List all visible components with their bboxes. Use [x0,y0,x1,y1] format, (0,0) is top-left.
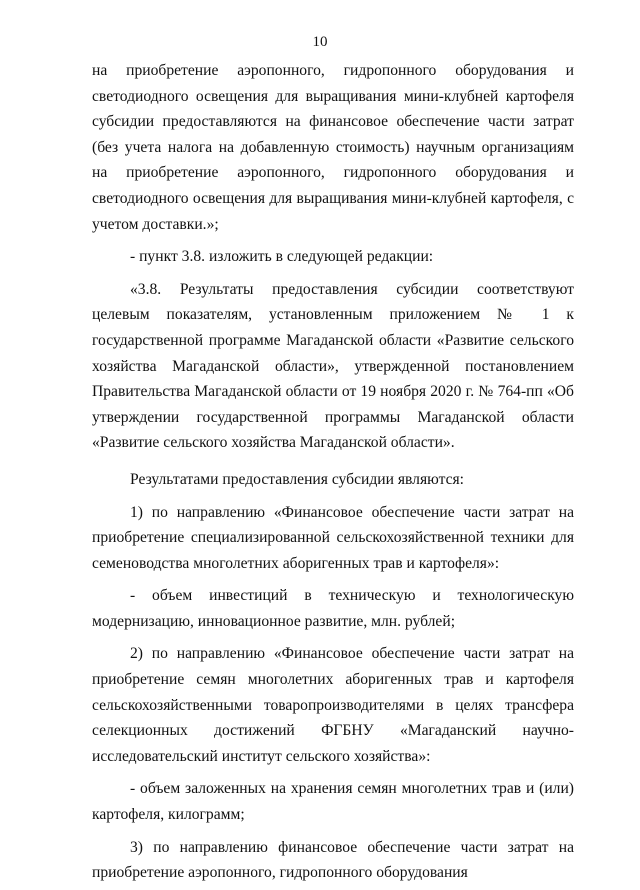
document-body [92,58,574,886]
paragraph-item-3-8-instruction: - пункт 3.8. изложить в следующей редакции: [130,248,434,266]
paragraph-direction-3: 3) по направлению финансовое обеспечение части затрат на приобретение аэропонного, гидропонного оборудования [92,838,574,882]
paragraph-indicator-1: - объем инвестиций в техническую и технологическую модернизацию, инновационное развитие, млн. рублей; [92,587,574,630]
paragraph-direction-1: 1) по направлению «Финансовое обеспечение части затрат на приобретение специализированной сельскохозяйственной техники для семеноводства многолетних аборигенных трав и картофеля»: [92,503,574,572]
paragraph-indicator-2: - объем заложенных на хранения семян многолетних трав и (или) картофеля, килограмм; [92,780,574,824]
page-number: 10 [312,34,328,50]
paragraph-results-intro: Результатами предоставления субсидии являются: [130,470,465,488]
paragraph-continuation: на приобретение аэропонного, гидропонного оборудования и светодиодного освещения для выращивания мини-клубней картофеля субсидии предоставляются на финансовое обеспечение части затрат (без учета налога на добавленную стоимость) научным организациям на приобретение аэропонного, гидропонного оборудования и светодиодного освещения для выращивания мини-клубней картофеля, с учетом доставки.»; [92,62,574,233]
paragraph-clause-3-8: «3.8. Результаты предоставления субсидии соответствуют целевым показателям, установленным приложением № 1 к государственной программе Магаданской области «Развитие сельского хозяйства Магаданской области», утвержденной постановлением Правительства Магаданской области от 19 ноября 2020 г. № 764-пп «Об утверждении государственной программы Магаданской области «Развитие сельского хозяйства Магаданской области». [92,280,574,452]
paragraph-direction-2: 2) по направлению «Финансовое обеспечение части затрат на приобретение семян многолетних аборигенных трав и картофеля сельскохозяйственными товаропроизводителями в целях трансфера селекционных достижений ФГБНУ «Магаданский научно-исследовательский институт сельского хозяйства»: [92,645,574,765]
